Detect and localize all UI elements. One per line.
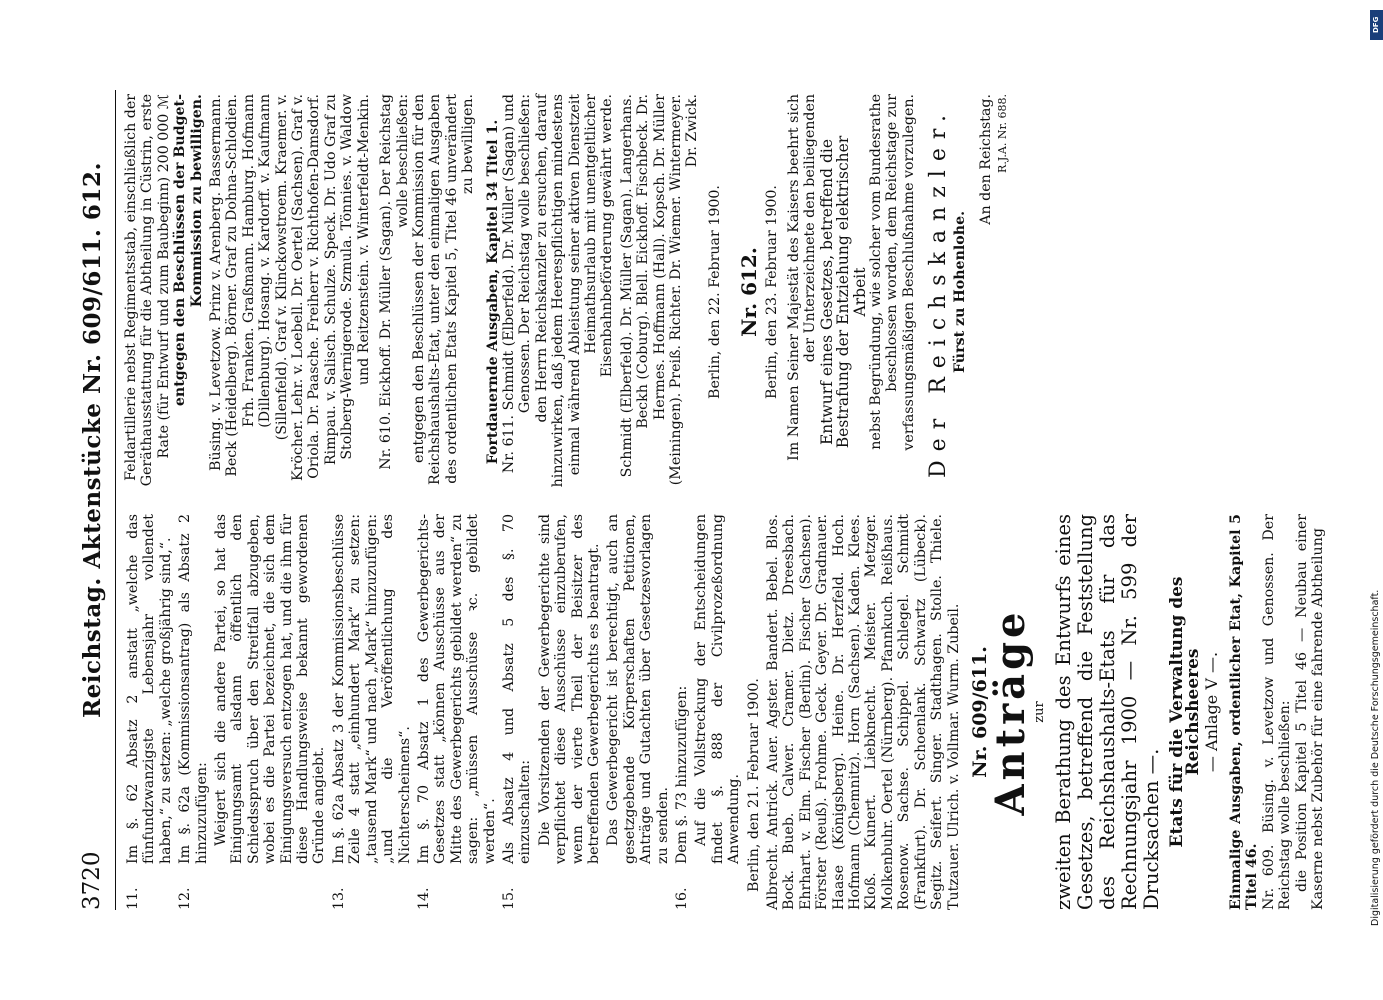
item-text: Dem §. 73 hinzuzufügen:	[673, 685, 690, 864]
header-rule	[115, 90, 116, 910]
item-12-body: Weigert sich die andere Partei, so hat das Einigungsamt alsdann öffentlich den Schiedsspruch über den Streitfall abzugeben, wobei es die Partei bezeichnet, die sich dem Einigungsversuch entzogen hat, und die ihm für diese Handlungsweise bekannt gewordenen Gründe angiebt.	[212, 514, 327, 864]
date-line: Berlin, den 21. Februar 1900.	[745, 678, 762, 892]
expense-heading: Einmalige Ausgaben, ordentlicher Etat, Kapitel 5 Titel 46.	[1227, 514, 1260, 910]
motion-item-11	[125, 514, 174, 910]
section-preposition: zur	[1031, 701, 1047, 723]
motion-item-12	[177, 514, 210, 910]
item-text: Im §. 62a (Kommissionsantrag) als Absatz 2 hinzuzufügen:	[176, 514, 210, 864]
page-title: Reichstag. Aktenstücke Nr. 609/611. 612.	[78, 162, 106, 718]
item-15-body-para1: Die Vorsitzenden der Gewerbegerichte sind verpflichtet diese Ausschüsse einzuberufen, wenn der vierte Theil der Beisitzer des betreffenden Gewerbegerichts es beantragt.	[536, 514, 602, 864]
document-page	[57, 50, 1327, 950]
item-text: Im §. 62a Absatz 3 der Kommissionsbeschlüsse Zeile 4 statt „einhundert Mark“ zu setzen: „tausend Mark“ und nach „Mark“ hinzuzufügen: „und die Veröffentlichung des Nichterscheinens“.	[330, 514, 412, 864]
item-number: 14.	[415, 887, 432, 910]
letter-body: nebst Begründung, wie solcher vom Bundesrathe beschlossen worden, dem Reichstage zur verfassungsmäßigen Beschlußnahme vorzulegen.	[867, 94, 917, 451]
date-line: Berlin, den 23. Februar 1900.	[763, 185, 780, 399]
item-number: 12.	[176, 887, 193, 910]
file-reference: R.J.A. Nr. 688.	[995, 94, 1008, 173]
bill-title: Entwurf eines Gesetzes, betreffend die Bestrafung der Entziehung elektrischer Arbeit	[817, 135, 869, 449]
motion-609-body: die Position Kapitel 5 Titel 46 — Neubau einer Kaserne nebst Zubehör für eine fahrende Abtheilung	[1293, 514, 1326, 910]
item-text: Als Absatz 4 und Absatz 5 des §. 70 einzuschalten:	[500, 514, 533, 864]
item-number: 16.	[673, 887, 690, 910]
digitization-margin	[1370, 10, 1383, 990]
motion-609-continuation: Feldartillerie nebst Regimentsstab, einschließlich der Geräthausstattung für die Abtheilung in Cüstrin, erste Rate (für Entwurf und zum Baubeginn) 200 000 ℳ	[122, 94, 172, 487]
dfg-logo: DFG	[1370, 10, 1383, 40]
left-column	[123, 514, 1326, 910]
item-number: 13.	[330, 887, 347, 910]
motion-609-intro: Nr. 609. Büsing. v. Levetzow und Genossen. Der Reichstag wolle beschließen:	[1260, 514, 1293, 910]
digitization-note: Digitalisierung gefördert durch die Deutsche Forschungsgemeinschaft.	[1370, 589, 1381, 926]
motion-item-13	[330, 514, 412, 910]
item-15-body-para2: Das Gewerbegericht ist berechtigt, auch an gesetzgebende Körperschaften Petitionen, Anträge und Gutachten über Gesetzesvorlagen zu senden.	[604, 514, 671, 864]
item-16-body: Auf die Vollstreckung der Entscheidungen findet §. 888 der Civilprozeßordnung Anwendung.	[692, 514, 742, 864]
letter-address: An den Reichstag.	[977, 94, 994, 225]
signature-name: Fürst zu Hohenlohe.	[951, 210, 968, 374]
motion-611-intro: Nr. 611. Schmidt (Elberfeld). Dr. Müller (Sagan) und Genossen. Der Reichstag wolle beschließen:	[500, 94, 533, 474]
motion-610-body: entgegen den Beschlüssen der Kommission für den Reichshaushalts-Etat, unter den einmaligen Ausgaben des ordentlichen Etats Kapitel 5, Titel 46 unverändert zu bewilligen.	[410, 94, 476, 485]
letter-intro: Im Namen Seiner Majestät des Kaisers beehrt sich der Unterzeichnete den beiliegenden	[785, 94, 818, 461]
motion-item-16	[674, 514, 690, 910]
page-header	[79, 90, 111, 910]
reading-description: zweiten Berathung des Entwurfs eines Gesetzes, betreffend die Feststellung des Reichshaushalts-Etats für das Rechnungsjahr 1900 — Nr. 599 der Drucksachen —.	[1051, 514, 1163, 910]
motion-611-body: den Herrn Reichskanzler zu ersuchen, darauf hinzuwirken, daß jedem Heerespflichtigen mindestens einmal während Ableistung seiner aktiven Dienstzeit Heimathsurlaub mit unentgeltlicher Eisenbahnbeförderung gewährt werde.	[533, 94, 615, 488]
signatories-list: Schmidt (Elberfeld). Dr. Müller (Sagan). Langerhans. Beckh (Coburg). Blell. Eickhoff. Fischbeck. Dr. Hermes. Hoffmann (Hall). Kopsch. Dr. Müller (Meiningen). Preiß. Richter. Dr. Wiemer. Wintermeyer. Dr. Zwick.	[618, 94, 700, 486]
item-text: Im §. 62 Absatz 2 anstatt „welche das fünfundzwanzigste Lebensjahr vollendet haben,“ zu setzen: „welche großjährig sind,“.	[124, 514, 174, 864]
annex-label: — Anlage V —.	[1201, 651, 1221, 773]
section-number: Nr. 612.	[736, 247, 761, 337]
motion-609-resolution: entgegen den Beschlüssen der Budget-Kommission zu bewilligen.	[171, 94, 205, 407]
signatories-list: Büsing. v. Levetzow. Prinz v. Arenberg. Bassermann. Beck (Heidelberg). Börner. Graf zu Dohna-Schlodien. Frh. Franken. Graßmann. Hamburg. Hofmann (Dillenburg). Hosang. v. Kardorff. v. Kaufmann (Sillenfeld). Graf v. Klinckowstroem. Kraemer. v. Kröcher. Lehr. v. Loebell. Dr. Oertel (Sachsen). Graf v. Oriola. Dr. Paasche. Freiherr v. Richthofen-Damsdorf. Rimpau. v. Salisch. Schulze. Speck. Dr. Udo Graf zu Stolberg-Wernigerode. Szmula. Tönnies. v. Waldow und Reitzenstein. v. Winterfeldt-Menkin.	[207, 94, 372, 482]
item-number: 11.	[124, 887, 141, 910]
section-heading: Anträge	[986, 608, 1034, 816]
signatories-list: Albrecht. Antrick. Auer. Agster. Bandert. Bebel. Blos. Bock. Bueb. Calwer. Cramer. Dietz. Dreesbach. Ehrhart. v. Elm. Fischer (Berlin). Fischer (Sachsen). Förster (Reuß). Frohme. Geck. Geyer. Dr. Gradnauer. Haase (Königsberg). Heine. Dr. Herzfeld. Hoch. Hofmann (Chemnitz). Horn (Sachsen). Kaden. Klees. Kloß. Kunert. Liebknecht. Meister. Metzger. Molkenbuhr. Oertel (Nürnberg). Pfannkuch. Reißhaus. Rosenow. Sachse. Schippel. Schlegel. Schmidt (Frankfurt). Dr. Schoenlank. Schwartz (Lübeck). Segitz. Seifert. Singer. Stadthagen. Stolle. Thiele. Tutzauer. Ulrich. v. Vollmar. Wurm. Zubeil.	[764, 514, 961, 910]
section-number: Nr. 609/611.	[968, 646, 991, 778]
right-column	[123, 94, 1011, 490]
budget-heading: Etats für die Verwaltung des Reichsheeres	[1166, 576, 1203, 848]
date-line: Berlin, den 22. Februar 1900.	[706, 185, 723, 399]
item-text: Im §. 70 Absatz 1 des Gewerbegerichts-Gesetzes statt „können Ausschüsse aus der Mitte des Gewerbegerichts gebildet werden“ zu sagen: „müssen Ausschüsse ꝛc. gebildet werden“.	[415, 514, 498, 864]
item-number: 15.	[500, 887, 517, 910]
motion-610-intro: Nr. 610. Eickhoff. Dr. Müller (Sagan). Der Reichstag wolle beschließen:	[377, 94, 410, 470]
motion-item-15	[500, 514, 533, 910]
signature-title: Der Reichskanzler.	[925, 106, 951, 478]
page-number: 3720	[78, 851, 105, 910]
expense-heading: Fortdauernde Ausgaben, Kapitel 34 Titel 1.	[484, 119, 501, 465]
motion-item-14	[415, 514, 497, 910]
